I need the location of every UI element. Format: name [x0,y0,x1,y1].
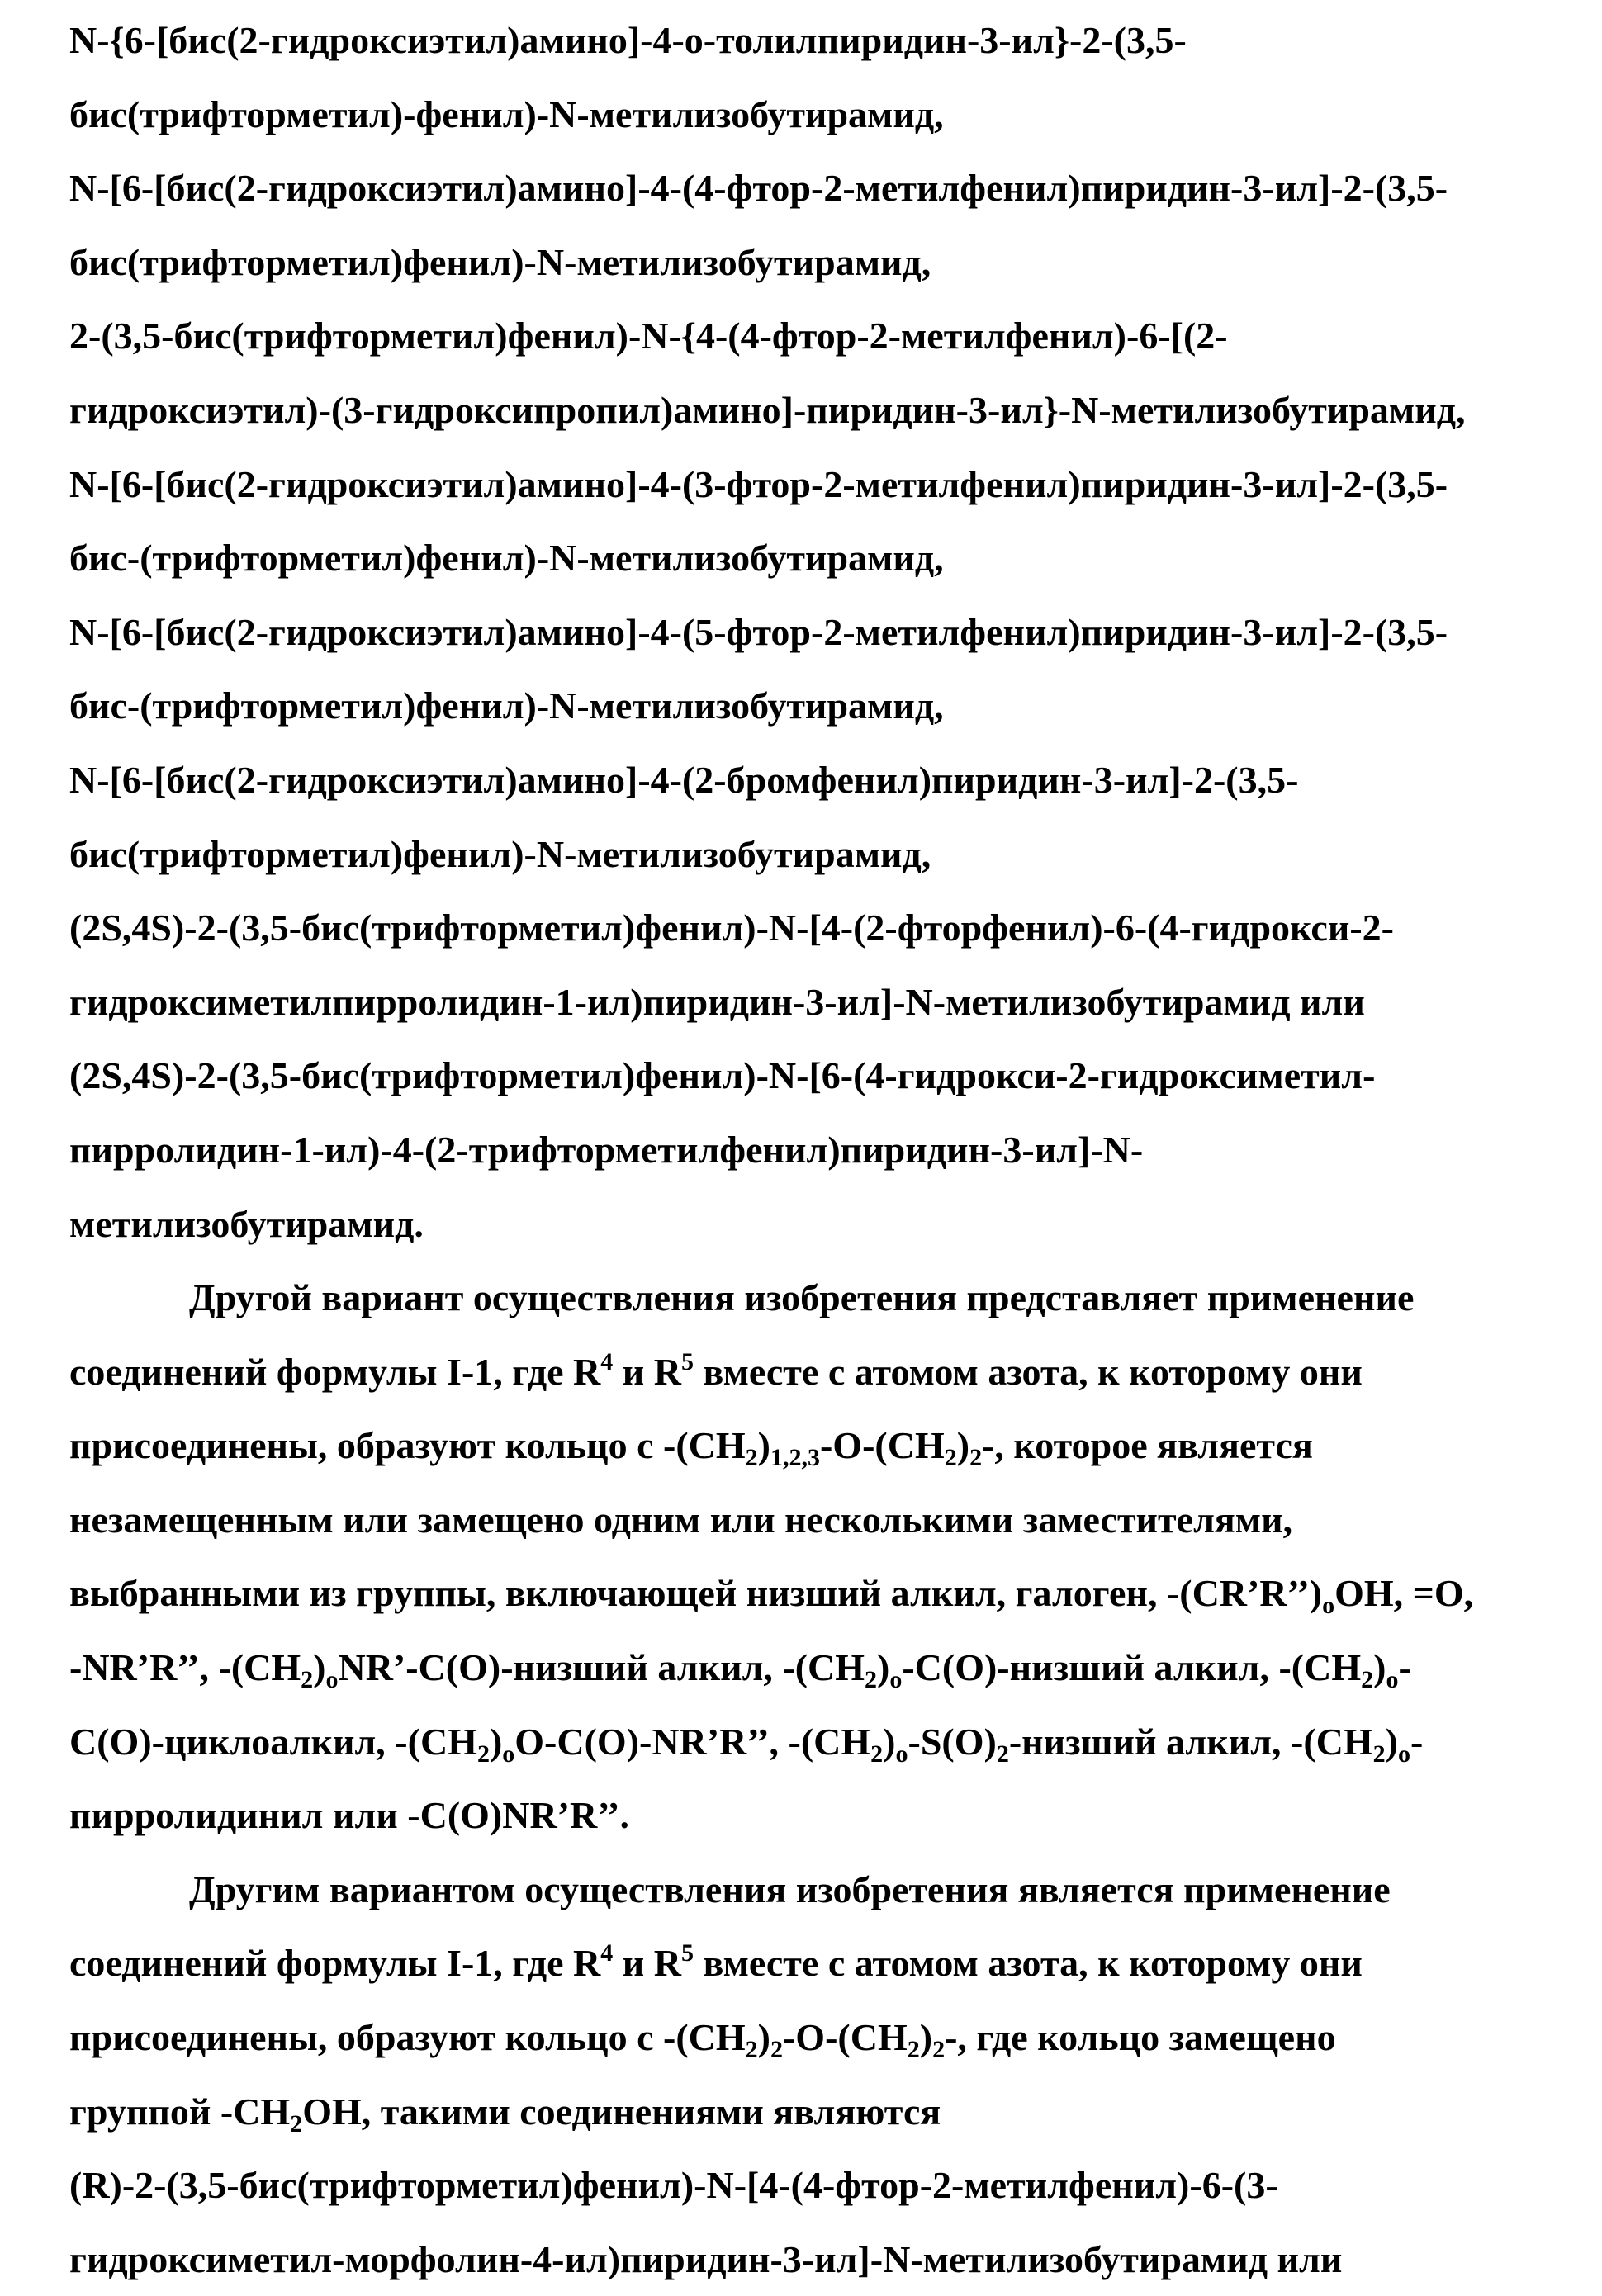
subscript: o [1398,1740,1410,1768]
subscript: 2 [746,1444,758,1471]
text-line: гидроксиметилпирролидин-1-ил)пиридин-3-ил]-N-метилизобутирамид или [69,965,1569,1039]
superscript: 4 [600,1939,613,1967]
text-line: гидроксиэтил)-(3-гидроксипропил)амино]-пиридин-3-ил}-N-метилизобутирамид, [69,373,1569,447]
subscript: 2 [870,1740,883,1768]
text-line: N-[6-[бис(2-гидроксиэтил)амино]-4-(2-бромфенил)пиридин-3-ил]-2-(3,5- [69,743,1569,817]
text-line: бис-(трифторметил)фенил)-N-метилизобутирамид, [69,521,1569,595]
subscript: 2 [770,2036,783,2063]
text-line: группой -CH2OH, такими соединениями являются [69,2075,1569,2149]
subscript: 2 [290,2110,302,2137]
text-line: бис(трифторметил)фенил)-N-метилизобутирамид, [69,817,1569,892]
superscript: 5 [681,1348,694,1375]
subscript: 2 [477,1740,490,1768]
subscript: 2 [301,1666,313,1693]
text-line: N-[6-[бис(2-гидроксиэтил)амино]-4-(5-фтор-2-метилфенил)пиридин-3-ил]-2-(3,5- [69,595,1569,670]
subscript: 2 [969,1444,982,1471]
subscript: 2 [908,2036,920,2063]
text-line: соединений формулы I-1, где R4 и R5 вместе с атомом азота, к которому они [69,1926,1569,2000]
text-line: пирролидин-1-ил)-4-(2-трифторметилфенил)пиридин-3-ил]-N- [69,1113,1569,1187]
text-line: N-{6-[бис(2-гидроксиэтил)амино]-4-о-толилпиридин-3-ил}-2-(3,5- [69,3,1569,78]
subscript: o [502,1740,514,1768]
subscript: 2 [865,1666,877,1693]
text-line: C(O)-циклоалкил, -(CH2)oO-C(O)-NR’R’’, -(CH2)o-S(O)2-низший алкил, -(CH2)o- [69,1705,1569,1779]
text-line: 2-(3,5-бис(трифторметил)фенил)-N-{4-(4-фтор-2-метилфенил)-6-[(2- [69,299,1569,373]
subscript: o [1386,1666,1398,1693]
subscript: 2 [1373,1740,1386,1768]
subscript: 1,2,3 [770,1444,820,1471]
subscript: 2 [746,2036,758,2063]
subscript: 2 [997,1740,1009,1768]
text-line: выбранными из группы, включающей низший алкил, галоген, -(CR’R’’)oOH, =O, [69,1556,1569,1631]
text-line: незамещенным или замещено одним или несколькими заместителями, [69,1483,1569,1557]
subscript: o [1322,1592,1334,1619]
text-line: метилизобутирамид. [69,1187,1569,1262]
superscript: 5 [681,1939,694,1967]
superscript: 4 [600,1348,613,1375]
subscript: 2 [1361,1666,1373,1693]
subscript: 2 [932,2036,945,2063]
text-line: бис(трифторметил)-фенил)-N-метилизобутирамид, [69,78,1569,152]
text-line: Другой вариант осуществления изобретения представляет применение [69,1261,1569,1335]
text-line: -NR’R’’, -(CH2)oNR’-C(O)-низший алкил, -(CH2)o-C(O)-низший алкил, -(CH2)o- [69,1631,1569,1705]
subscript: o [896,1740,908,1768]
text-line: N-[6-[бис(2-гидроксиэтил)амино]-4-(3-фтор-2-метилфенил)пиридин-3-ил]-2-(3,5- [69,447,1569,522]
text-line: гидроксиметил-морфолин-4-ил)пиридин-3-ил]-N-метилизобутирамид или [69,2223,1569,2296]
subscript: o [889,1666,902,1693]
text-line: (2S,4S)-2-(3,5-бис(трифторметил)фенил)-N-[4-(2-фторфенил)-6-(4-гидрокси-2- [69,891,1569,965]
text-line: (R)-2-(3,5-бис(трифторметил)фенил)-N-[4-(4-фтор-2-метилфенил)-6-(3- [69,2148,1569,2223]
text-line: присоединены, образуют кольцо с -(CH2)2-O-(CH2)2-, где кольцо замещено [69,2000,1569,2075]
text-line: соединений формулы I-1, где R4 и R5 вместе с атомом азота, к которому они [69,1335,1569,1409]
text-line: (2S,4S)-2-(3,5-бис(трифторметил)фенил)-N-[6-(4-гидрокси-2-гидроксиметил- [69,1039,1569,1113]
subscript: 2 [945,1444,957,1471]
text-line: N-[6-[бис(2-гидроксиэтил)амино]-4-(4-фтор-2-метилфенил)пиридин-3-ил]-2-(3,5- [69,151,1569,225]
text-line: Другим вариантом осуществления изобретения является применение [69,1853,1569,1927]
subscript: o [325,1666,338,1693]
text-line: присоединены, образуют кольцо с -(CH2)1,2,3-O-(CH2)2-, которое является [69,1408,1569,1483]
text-line: бис(трифторметил)фенил)-N-метилизобутирамид, [69,225,1569,300]
text-line: пирролидинил или -C(O)NR’R’’. [69,1778,1569,1853]
text-line: бис-(трифторметил)фенил)-N-метилизобутирамид, [69,669,1569,743]
document-page [69,3,1569,2296]
